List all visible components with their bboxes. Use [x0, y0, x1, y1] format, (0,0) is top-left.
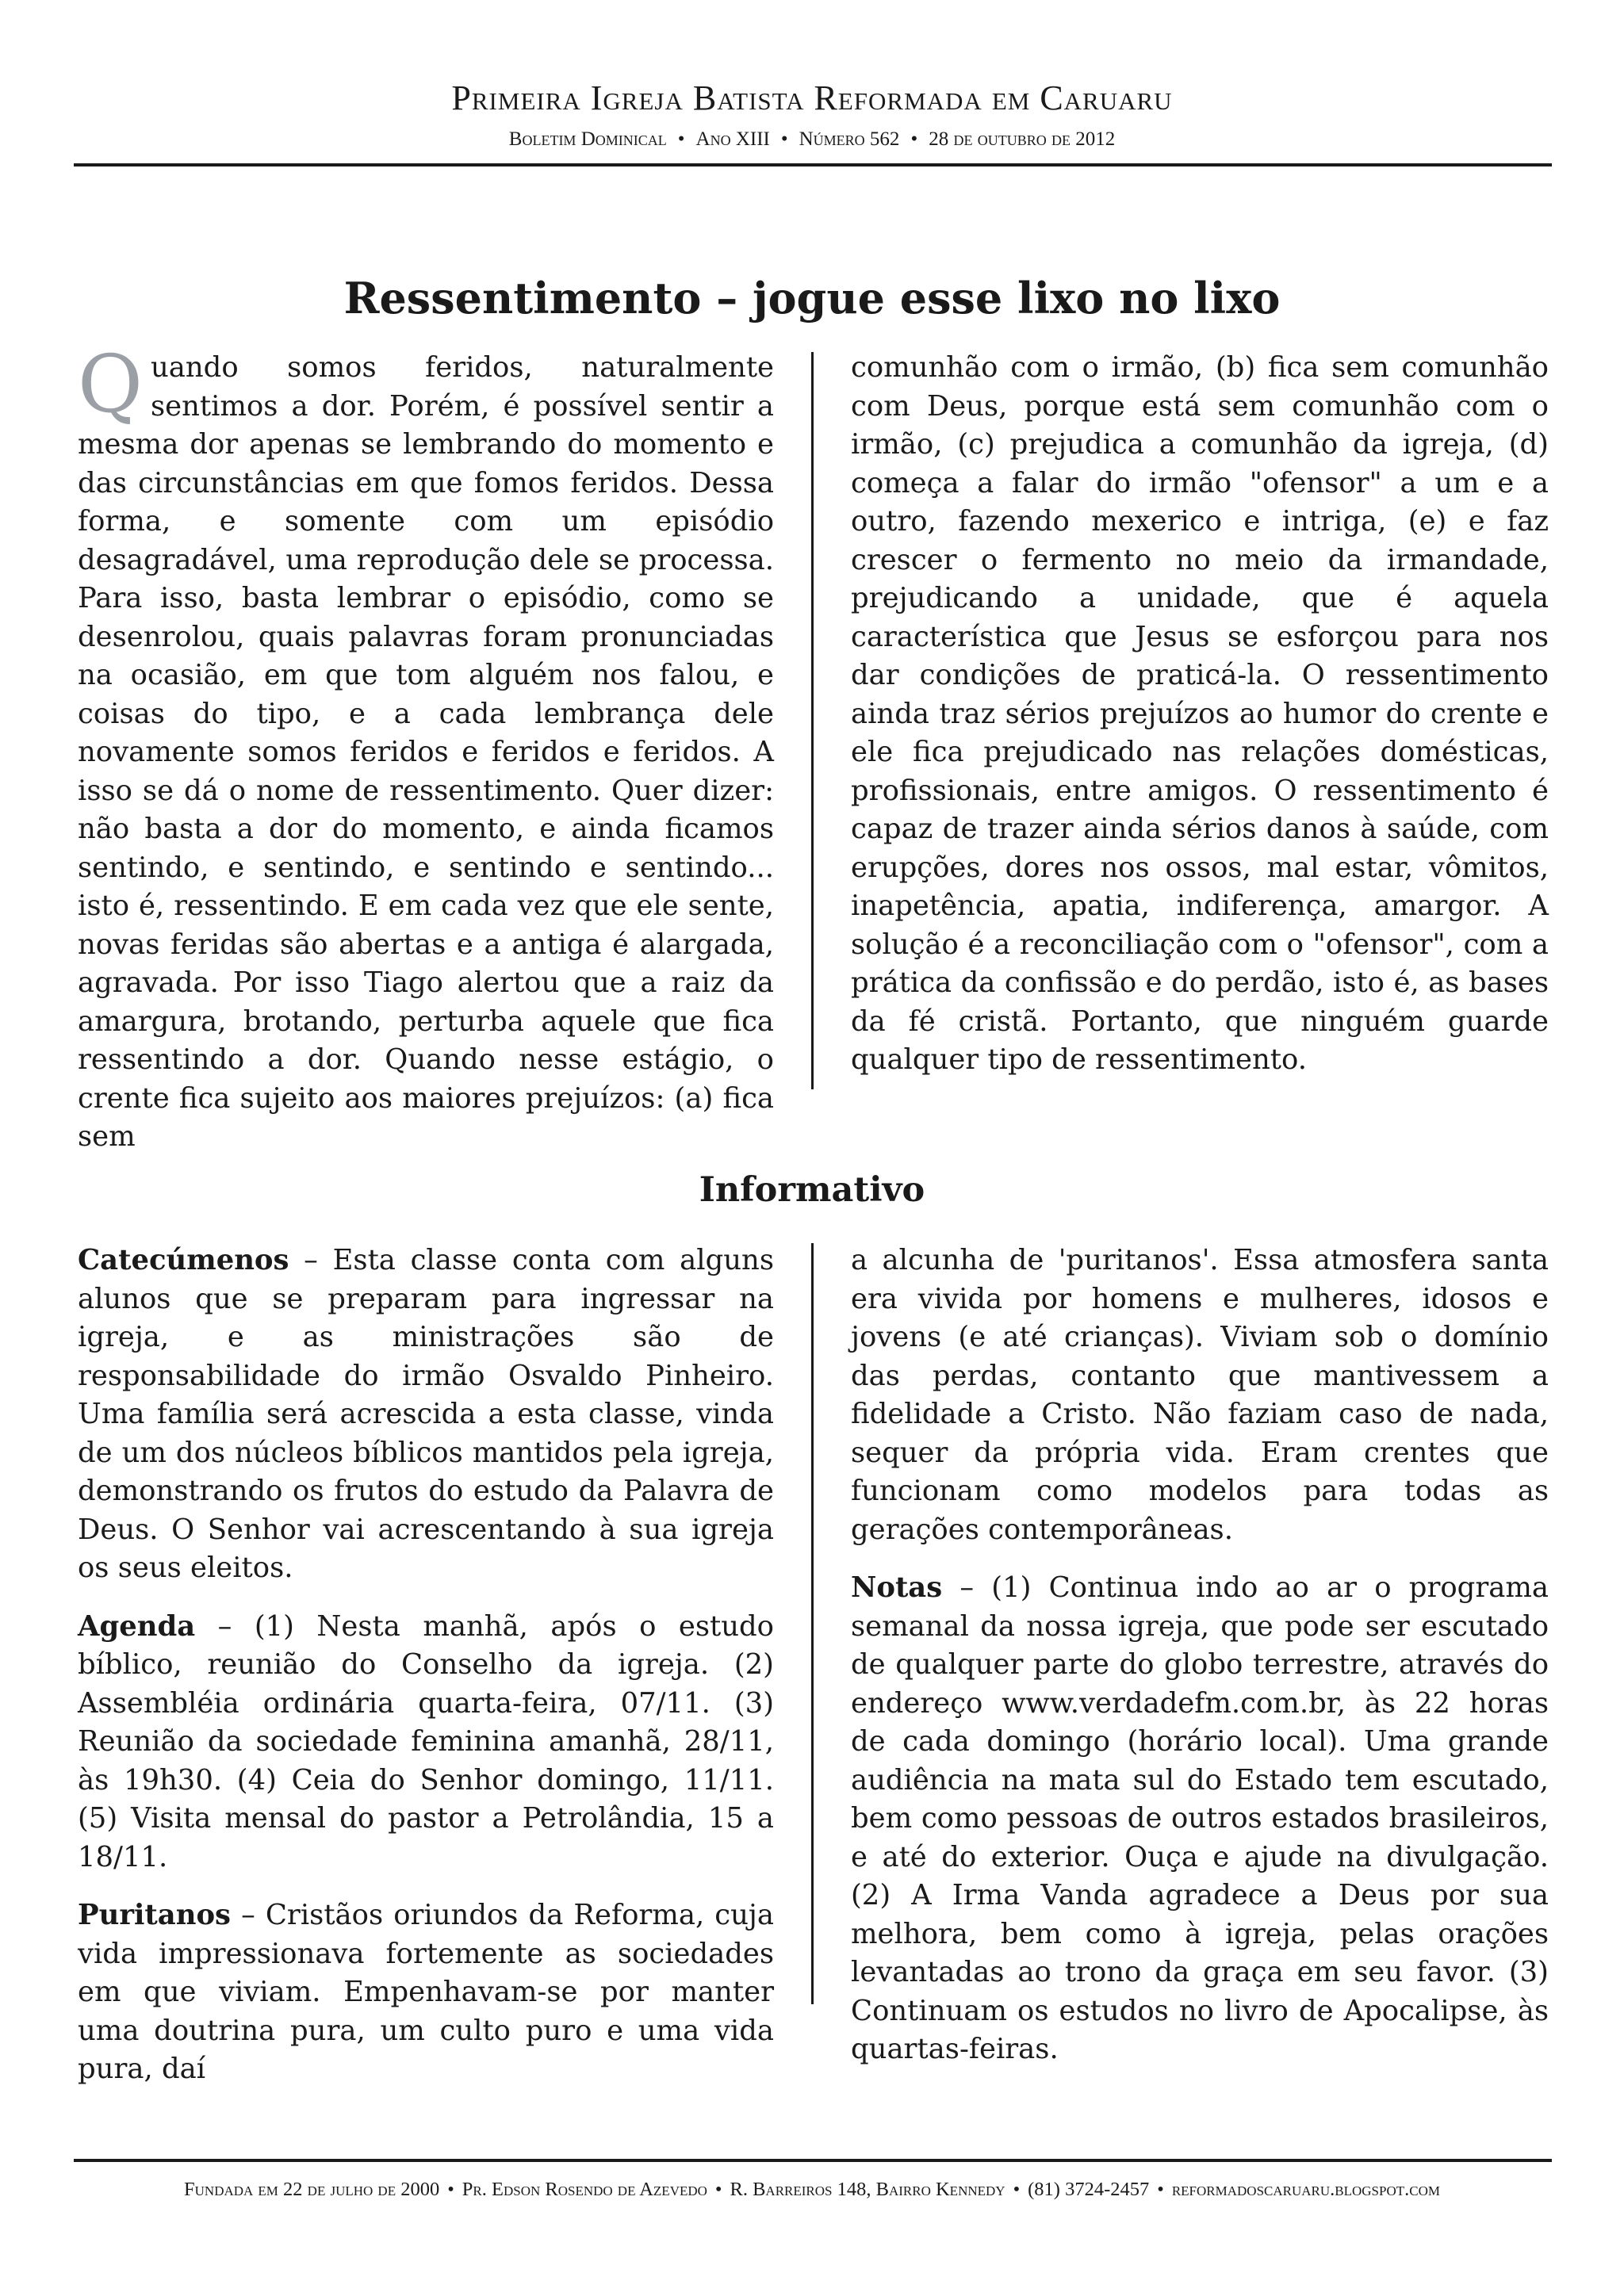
info-text: – Cristãos oriundos da Reforma, cuja vida impressionava fortemente as sociedades em que viviam. Empenhavam-se por manter uma doutrina pura, um culto puro e uma vida pura, daí — [78, 1899, 774, 2085]
info-heading: Notas — [851, 1571, 943, 1604]
article-title: Ressentimento – jogue esse lixo no lixo — [343, 273, 1281, 323]
article-right-text: comunhão com o irmão, (b) fica sem comunhão com Deus, porque está sem comunhão com o irmão, (c) prejudica a comunhão da igreja, (d) começa a falar do irmão "ofensor" a um e a outro, fazendo mexerico e intriga, (e) e faz crescer o fermento no meio da irmandade, prejudicando a unidade, que é aquela característica que Jesus se esforçou para nos dar condições de praticá-la. O ressentimento ainda traz sérios prejuízos ao humor do crente e ele fica prejudicado nas relações domésticas, profissionais, entre amigos. O ressentimento é capaz de trazer ainda sérios danos à saúde, com erupções, dores nos ossos, mal estar, vômitos, inapetência, apatia, indiferença, amargor. A solução é a reconciliação com o "ofensor", com a prática da confissão e do perdão, isto é, as bases da fé cristã. Portanto, que ninguém guarde qualquer tipo de ressentimento. — [851, 351, 1549, 1076]
footer-pastor: Pr. Edson Rosendo de Azevedo — [462, 2179, 707, 2200]
info-notas — [851, 1569, 1549, 2069]
info-text: – (1) Continua indo ao ar o programa semanal da nossa igreja, que pode ser escutado de qualquer parte do globo terrestre, através do endereço www.verdadefm.com.br, às 22 horas de cada domingo (horário local). Uma grande audiência na mata sul do Estado tem escutado, bem como pessoas de outros estados brasileiros, e até do exterior. Ouça e ajude na divulgação. (2) A Irma Vanda agradece a Deus por sua melhora, bem como à igreja, pelas orações levantadas ao trono da graça em seu favor. (3) Continuam os estudos no livro de Apocalipse, às quartas-feiras. — [851, 1571, 1549, 2065]
footer-founded: Fundada em 22 de julho de 2000 — [184, 2179, 440, 2200]
info-heading: Catecúmenos — [78, 1244, 289, 1276]
footer-address: R. Barreiros 148, Bairro Kennedy — [730, 2179, 1005, 2200]
informativo-column-right — [851, 1242, 1549, 2065]
drop-cap: Q — [78, 338, 143, 430]
info-heading: Agenda — [78, 1609, 196, 1643]
bulletin-year: Ano XIII — [695, 128, 770, 151]
bullet-separator: • — [1157, 2179, 1164, 2200]
article-column-left — [78, 338, 774, 1153]
bullet-separator: • — [910, 128, 918, 151]
footer-rule — [74, 2159, 1552, 2162]
info-heading: Puritanos — [78, 1899, 231, 1931]
church-name: Primeira Igreja Batista Reformada em Caruaru — [451, 78, 1173, 117]
footer-website: reformadoscaruaru.blogspot.com — [1171, 2179, 1440, 2200]
informativo-column-left — [78, 1242, 774, 2085]
bullet-separator: • — [780, 128, 788, 151]
bulletin-label: Boletim Dominical — [508, 128, 667, 151]
footer — [0, 2179, 1624, 2201]
article-paragraph-left — [78, 338, 774, 1157]
article-column-right — [851, 349, 1549, 1142]
bulletin-meta — [0, 128, 1624, 151]
footer-phone: (81) 3724-2457 — [1028, 2179, 1150, 2200]
bullet-separator: • — [714, 2179, 722, 2200]
bullet-separator: • — [1013, 2179, 1021, 2200]
article-left-text: uando somos feridos, naturalmente sentimos a dor. Porém, é possível sentir a mesma dor apenas se lembrando do momento e das circunstâncias em que fomos feridos. Dessa forma, e somente com um episódio desagradável, uma reprodução dele se processa. Para isso, basta lembrar o episódio, como se desenrolou, quais palavras foram pronunciadas na ocasião, em que tom alguém nos falou, e coisas do tipo, e a cada lembrança dele novamente somos feridos e feridos e feridos. A isso se dá o nome de ressentimento. Quer dizer: não basta a dor do momento, e ainda ficamos sentindo, e sentindo, e sentindo e sentindo... isto é, ressentindo. E em cada vez que ele sente, novas feridas são abertas e a antiga é alargada, agravada. Por isso Tiago alertou que a raiz da amargura, brotando, perturba aquele que fica ressentindo a dor. Quando nesse estágio, o crente fica sujeito aos maiores prejuízos: (a) fica sem — [78, 351, 774, 1153]
column-divider — [811, 1243, 814, 2004]
info-puritanos-continuation: a alcunha de 'puritanos'. Essa atmosfera santa era vivida por homens e mulheres, idosos e jovens (e até crianças). Viviam sob o domínio das perdas, contanto que mantivessem a fidelidade a Cristo. Não faziam caso de nada, sequer da própria vida. Eram crentes que funcionam como modelos para todas as gerações contemporâneas. — [851, 1244, 1549, 1546]
bullet-separator: • — [677, 128, 685, 151]
info-text: – (1) Nesta manhã, após o estudo bíblico, reunião do Conselho da igreja. (2) Assembléia ordinária quarta-feira, 07/11. (3) Reunião da sociedade feminina amanhã, 28/11, às 19h30. (4) Ceia do Senhor domingo, 11/11. (5) Visita mensal do pastor a Petrolândia, 15 a 18/11. — [78, 1609, 774, 1873]
info-text: – Esta classe conta com alguns alunos que se preparam para ingressar na igreja, e as ministrações são de responsabilidade do irmão Osvaldo Pinheiro. Uma família será acrescida a esta classe, vinda de um dos núcleos bíblicos mantidos pela igreja, demonstrando os frutos do estudo da Palavra de Deus. O Senhor vai acrescentando à sua igreja os seus eleitos. — [78, 1244, 774, 1584]
section-title-informativo: Informativo — [699, 1170, 925, 1210]
bullet-separator: • — [447, 2179, 454, 2200]
header-rule — [74, 163, 1552, 166]
bulletin-number: Número 562 — [799, 128, 900, 151]
info-agenda — [78, 1608, 774, 1877]
masthead — [0, 79, 1624, 151]
column-divider — [811, 352, 814, 1089]
info-catecumenos — [78, 1242, 774, 1588]
info-puritanos — [78, 1896, 774, 2089]
bulletin-date: 28 de outubro de 2012 — [929, 128, 1116, 151]
